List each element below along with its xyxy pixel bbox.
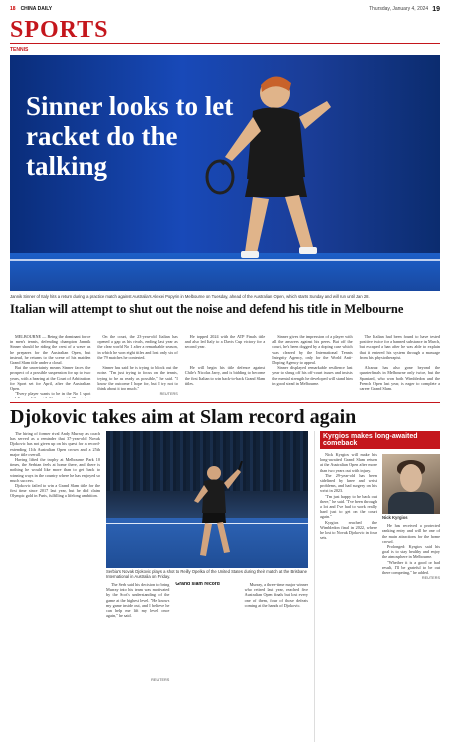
story1-paragraph: Sinner has said he is trying to block out the noise. "I'm just trying to focus on the tennis, trying to be as ready as possible," he said. "I know the outcome I hope for, but I try not to think about it too much." [97, 365, 178, 392]
story2-paragraph: Having lifted the trophy at Melbourne Park 10 times, the Serbian feels at home there, and there is nothing he would like more than to get back to winning ways in the country where he has enjoyed so much success. [10, 457, 100, 483]
masthead [10, 4, 440, 14]
sidebar-title: Kyrgios makes long-awaited comeback [320, 431, 440, 449]
portrait-face [400, 464, 422, 492]
portrait-body [388, 492, 434, 514]
player-silhouette [184, 461, 244, 561]
sidebar-byline: REUTERS [421, 576, 440, 581]
story2-paragraph: The hiring of former rival Andy Murray as coach has served as a reminder that 37-year-old Novak Djokovic has not given up on his quest for a record-extending 11th Australian Open crown and a 25th major title overall. [10, 431, 100, 457]
sidebar-paragraph: Prolonged: Kyrgios said his goal is to stay healthy and enjoy the atmosphere in Melbourne. [382, 544, 440, 560]
hero-caption: Jannik Sinner of Italy hits a return during a practice match against Australia's Alexei Popyrin in Melbourne on Tuesday, ahead of the Australian Open, which starts Sunday and will run until Jan 28. [10, 294, 370, 299]
story1-paragraph: Sinner displayed remarkable resilience last year to shrug off his off-court issues and insists the mental strength he developed will stand him in good stead in Melbourne. [272, 365, 353, 386]
story2-paragraph: Djokovic failed to win a Grand Slam title for the first time since 2017 last year, but he did claim Olympic gold in Paris, fulfilling a lifelong ambition. [10, 483, 100, 499]
sidebar-paragraph: Nick Kyrgios will make his long-awaited Grand Slam return at the Australian Open after more than two years out with injury. [320, 452, 377, 473]
sidebar-paragraph: He has received a protected ranking entry and will be one of the main attractions for the home crowd. [382, 523, 440, 544]
section-kicker: TENNIS [10, 47, 29, 53]
sidebar-paragraph: "Whether it is a good or bad result, I'll be grateful to be out there competing," he added. [382, 559, 440, 576]
story2-subhead: Grand slam record [175, 582, 220, 587]
story1-paragraph: MELBOURNE — Being the dominant force in men's tennis, defending champion Jannik Sinner should be riding the crest of a wave as he prepares for the Australian Open, but instead, he returns to the scene of his maiden Grand Slam title under a cloud. [10, 334, 91, 366]
story1-paragraph: Sinner gives the impression of a player with all the answers against his peers. But off the court, he's been dogged by a doping case which was cleared by the International Tennis Integrity Agency, only for the World Anti-Doping Agency to appeal. [272, 334, 353, 366]
story2-photo-caption: Serbia's Novak Djokovic plays a shot to Reilly Opelka of the United States during their match at the Brisbane International in Australia on Friday. [106, 569, 307, 579]
story1-paragraph: He will begin his title defence against Chile's Nicolas Jarry, and is bidding to become the first Italian to win back-to-back Grand Slam titles. [184, 365, 266, 386]
issue-date: Thursday, January 4, 2024 [369, 6, 429, 12]
sidebar-paragraph: "I'm just happy to be back out there," he said. "I've been through a lot and I've had to work really hard just to get on the court again." [320, 493, 377, 520]
hero-headline: Sinner looks to let racket do the talking [26, 91, 234, 181]
story1-byline: REUTERS [159, 392, 178, 397]
story2-lead-column [10, 431, 100, 499]
story1-paragraph: On the court, the 23-year-old Italian has opened a gap as his rivals, ending last year as the clear world No 1 after a remarkable season, in which he won eight titles and lost only six of the 79 matches he contested. [97, 334, 178, 360]
story1-body [10, 334, 440, 398]
story1-paragraph: But the uncertainty means Sinner faces the prospect of a possible suspension for up to two years, with a hearing at the Court of Arbitration for Sport set for April, after the Australian Open. [10, 365, 91, 392]
sidebar-story [314, 431, 440, 742]
page-number-left: 18 [10, 6, 16, 12]
story2-body [106, 582, 308, 742]
story2-photo [106, 431, 308, 568]
sidebar-column-right [382, 452, 440, 581]
story2-byline: REUTERS [151, 678, 170, 683]
story1-headline: Italian will attempt to shut out the noise and defend his title in Melbourne [10, 302, 404, 316]
page-number-right: 19 [432, 5, 440, 13]
story1-paragraph: The Italian had been found to have tested positive twice for a banned substance in March, but escaped a ban after he was able to explain that it entered his system through a massage from his physiotherapist. [359, 334, 440, 360]
section-title: SPORTS [10, 17, 109, 43]
portrait-photo [382, 454, 440, 514]
masthead-left [10, 6, 52, 12]
hero-photo [10, 55, 440, 291]
brand-logo: CHINA DAILY [20, 6, 53, 12]
story2-paragraph: Murray, a three-time major winner who retired last year, reached five Australian Open finals but lost every one of them, four of those defeats coming at the hands of Djokovic. [244, 582, 308, 608]
sidebar-paragraph: Kyrgios reached the Wimbledon final in 2022, where he lost to Novak Djokovic in four sets. [320, 519, 377, 541]
story1-paragraph: He topped 2024 with the ATP Finals title and also led Italy to a Davis Cup victory for a second year. [184, 334, 266, 350]
portrait-caption: Nick Kyrgios [382, 515, 408, 520]
story1-paragraph: Alcaraz has also gone beyond the quarterfinals in Melbourne only twice, but the Spaniard, who won both Wimbledon and the French Open last year, is eager to complete a career Grand Slam. [359, 365, 440, 392]
section-rule [10, 43, 440, 44]
story2-headline: Djokovic takes aim at Slam record again [10, 406, 357, 428]
story2-paragraph: The Serb said his decision to bring Murray into his team was motivated by the Scot's understanding of the game at the highest level. "He knows my game inside out, and I believe he can help me lift my level once again," he said. [106, 582, 170, 619]
story1-paragraph: "Every player wants to be in the No 1 spot [15, 391, 91, 397]
sidebar-paragraph: The 29-year-old has been sidelined by knee and wrist problems, and had surgery on his wrist in 2023. [320, 472, 377, 494]
sidebar-body [320, 452, 440, 581]
sidebar-column-left [320, 452, 377, 581]
masthead-right [369, 6, 440, 13]
story-separator [10, 402, 440, 403]
